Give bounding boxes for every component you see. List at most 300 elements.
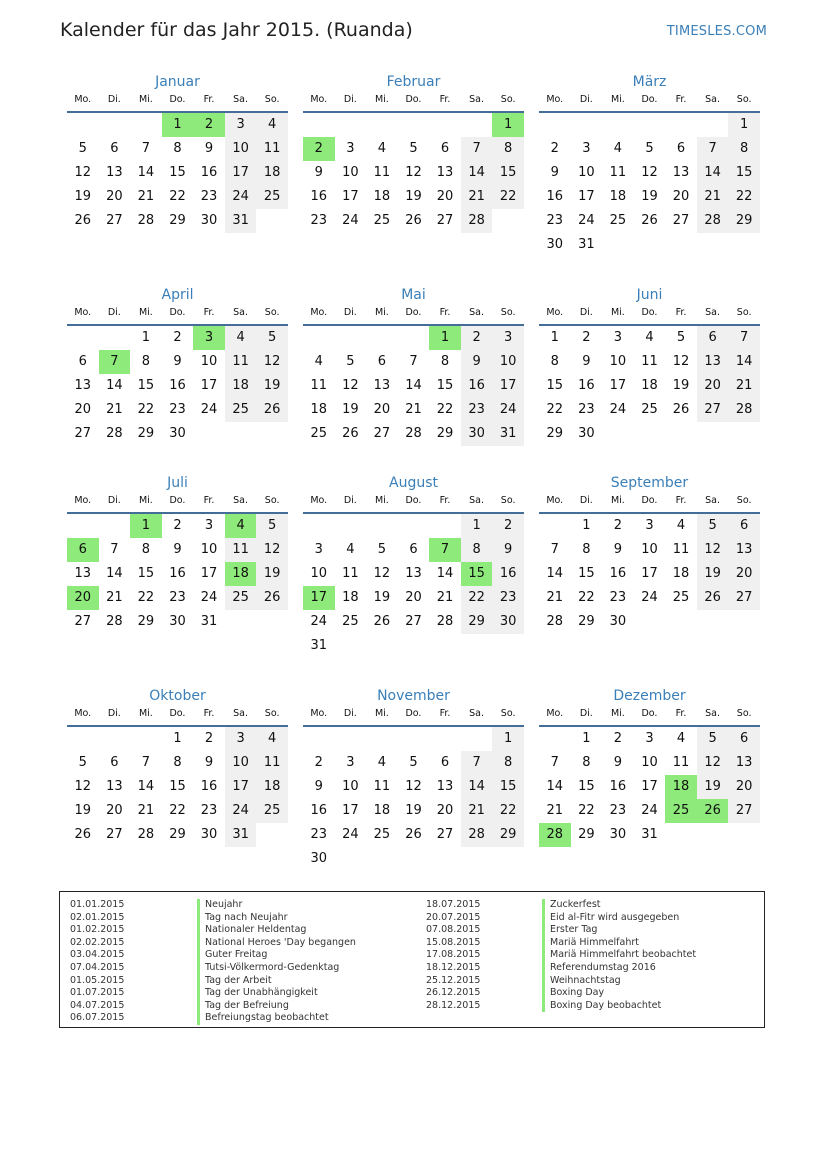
legend-holiday-name: Weihnachtstag [542, 975, 696, 988]
day-cell: 26 [74, 213, 92, 228]
weekday-label: Sa. [233, 495, 249, 506]
month-title: Februar [386, 74, 441, 90]
day-cell: 30 [200, 827, 218, 842]
legend-date: 15.08.2015 [426, 936, 481, 948]
legend-holiday-name: Tutsi-Völkermord-Gedenktag [197, 962, 356, 975]
day-cell: 20 [106, 189, 123, 204]
day-cell: 7 [461, 137, 493, 161]
empty-cell [728, 233, 760, 257]
day-cell: 7 [728, 326, 760, 350]
weekday-header [539, 92, 760, 113]
empty-cell [665, 422, 697, 446]
day-cell: 19 [405, 803, 422, 818]
legend-date: 18.07.2015 [426, 899, 481, 910]
weekday-label: Mi. [610, 94, 625, 105]
month-title: November [377, 688, 450, 704]
day-cell: 14 [546, 779, 564, 794]
empty-cell [697, 113, 729, 137]
day-cell: 13 [74, 378, 92, 393]
day-cell: 24 [492, 398, 524, 422]
empty-cell [335, 727, 367, 751]
day-cell: 2 [303, 137, 335, 161]
day-cell: 16 [492, 562, 524, 586]
day-cell: 19 [373, 590, 391, 605]
day-cell: 6 [440, 141, 450, 156]
day-cell: 18 [310, 402, 328, 417]
day-cell: 31 [225, 209, 257, 233]
day-cell: 12 [405, 779, 422, 794]
day-cell: 13 [405, 566, 422, 581]
legend-holiday-name: Nationaler Heldentag [197, 924, 356, 937]
day-cell: 8 [141, 354, 151, 369]
day-cell: 26 [697, 586, 729, 610]
day-cell: 4 [676, 731, 686, 746]
day-cell: 1 [141, 330, 151, 345]
empty-cell [256, 422, 288, 446]
day-cell: 16 [546, 189, 564, 204]
day-cell: 20 [697, 374, 729, 398]
legend-date: 28.12.2015 [426, 999, 481, 1011]
week-row [539, 538, 760, 562]
empty-cell [492, 209, 524, 233]
day-cell: 1 [550, 330, 559, 345]
week-row [539, 137, 760, 161]
day-cell: 14 [137, 165, 155, 180]
weekday-label: Mo. [546, 708, 564, 719]
day-cell: 11 [672, 542, 690, 557]
legend-date: 20.07.2015 [426, 911, 481, 923]
day-cell: 7 [697, 137, 729, 161]
day-cell: 1 [582, 731, 591, 746]
weekday-label: Do. [169, 495, 186, 506]
day-cell: 28 [539, 823, 571, 847]
weekday-header [539, 305, 760, 326]
empty-cell [398, 634, 430, 658]
day-cell: 27 [106, 827, 123, 842]
empty-cell [366, 847, 398, 871]
day-cell: 18 [665, 775, 697, 799]
day-cell: 5 [78, 755, 87, 770]
day-cell: 5 [409, 755, 418, 770]
week-row [539, 326, 760, 350]
empty-cell [697, 422, 729, 446]
empty-cell [602, 422, 634, 446]
week-row [539, 799, 760, 823]
day-cell: 1 [162, 113, 194, 137]
day-cell: 21 [461, 799, 493, 823]
legend-date: 18.12.2015 [426, 961, 481, 973]
day-cell: 13 [697, 350, 729, 374]
month-title: Juli [167, 475, 188, 491]
day-cell: 1 [429, 326, 461, 350]
weekday-header [539, 706, 760, 727]
day-cell: 14 [436, 566, 454, 581]
day-cell: 24 [200, 590, 218, 605]
day-cell: 11 [225, 350, 257, 374]
week-row [303, 562, 524, 586]
week-row [67, 775, 288, 799]
day-cell: 5 [346, 354, 355, 369]
day-cell: 17 [641, 566, 658, 581]
day-cell: 26 [672, 402, 690, 417]
week-row [539, 113, 760, 137]
day-cell: 30 [200, 213, 218, 228]
day-cell: 20 [672, 189, 690, 204]
day-cell: 9 [550, 165, 559, 180]
day-cell: 16 [200, 165, 218, 180]
empty-cell [571, 113, 603, 137]
day-cell: 21 [728, 374, 760, 398]
day-cell: 3 [492, 326, 524, 350]
weekday-label: Fr. [203, 307, 215, 318]
day-cell: 31 [641, 827, 658, 842]
day-cell: 13 [74, 566, 92, 581]
month-title: Januar [155, 74, 200, 90]
empty-cell [634, 610, 666, 634]
day-cell: 28 [546, 614, 564, 629]
day-cell: 15 [492, 775, 524, 799]
day-cell: 18 [256, 161, 288, 185]
empty-cell [602, 113, 634, 137]
day-cell: 29 [546, 426, 564, 441]
day-cell: 22 [169, 189, 186, 204]
month-0 [67, 72, 288, 233]
empty-cell [398, 113, 430, 137]
weekday-label: Di. [343, 94, 357, 105]
weekday-label: Do. [405, 307, 422, 318]
weekday-label: Fr. [203, 495, 215, 506]
week-row [539, 775, 760, 799]
day-cell: 17 [342, 803, 359, 818]
day-cell: 28 [137, 213, 155, 228]
day-cell: 27 [436, 213, 454, 228]
weekday-label: Mo. [310, 708, 328, 719]
day-cell: 8 [141, 542, 151, 557]
brand-link[interactable]: TIMESLES.COM [666, 24, 767, 39]
day-cell: 5 [78, 141, 87, 156]
week-row [539, 161, 760, 185]
day-cell: 3 [314, 542, 323, 557]
day-cell: 22 [137, 590, 155, 605]
empty-cell [225, 610, 257, 634]
week-row [539, 350, 760, 374]
day-cell: 22 [728, 185, 760, 209]
day-cell: 29 [169, 213, 186, 228]
week-row [303, 113, 524, 137]
day-cell: 4 [377, 141, 387, 156]
day-cell: 24 [578, 213, 595, 228]
day-cell: 12 [342, 378, 359, 393]
weekday-label: Mi. [138, 94, 153, 105]
week-row [539, 514, 760, 538]
empty-cell [492, 847, 524, 871]
day-cell: 6 [78, 354, 87, 369]
legend-date: 02.02.2015 [70, 936, 125, 948]
day-cell: 8 [550, 354, 559, 369]
legend-dates-right [426, 899, 480, 1012]
day-cell: 11 [342, 566, 359, 581]
month-6 [67, 473, 288, 634]
day-cell: 24 [225, 799, 257, 823]
weekday-label: Di. [579, 94, 593, 105]
day-cell: 4 [256, 727, 288, 751]
day-cell: 3 [613, 330, 623, 345]
day-cell: 1 [582, 518, 591, 533]
day-cell: 7 [550, 542, 559, 557]
empty-cell [429, 727, 461, 751]
day-cell: 10 [492, 350, 524, 374]
day-cell: 30 [310, 851, 328, 866]
weekday-header [539, 493, 760, 514]
weekday-label: Sa. [469, 307, 485, 318]
day-cell: 23 [200, 803, 218, 818]
empty-cell [303, 727, 335, 751]
day-cell: 19 [74, 803, 92, 818]
day-cell: 3 [645, 731, 654, 746]
day-cell: 3 [582, 141, 591, 156]
day-cell: 17 [609, 378, 627, 393]
day-cell: 28 [405, 426, 422, 441]
week-row [303, 326, 524, 350]
legend-names-left [197, 899, 356, 1025]
day-cell: 23 [546, 213, 564, 228]
empty-cell [303, 326, 335, 350]
day-cell: 27 [728, 586, 760, 610]
day-cell: 8 [582, 755, 591, 770]
day-cell: 6 [676, 141, 686, 156]
month-title: April [161, 287, 194, 303]
week-row [303, 350, 524, 374]
empty-cell [665, 823, 697, 847]
day-cell: 5 [697, 514, 729, 538]
day-cell: 28 [436, 614, 454, 629]
day-cell: 28 [137, 827, 155, 842]
weekday-label: Mi. [610, 708, 625, 719]
day-cell: 17 [225, 775, 257, 799]
weekday-label: Mo. [310, 94, 328, 105]
day-cell: 6 [377, 354, 387, 369]
day-cell: 11 [256, 137, 288, 161]
day-cell: 25 [609, 213, 627, 228]
day-cell: 2 [492, 514, 524, 538]
day-cell: 7 [429, 538, 461, 562]
day-cell: 13 [728, 751, 760, 775]
month-title: Dezember [613, 688, 686, 704]
empty-cell [665, 610, 697, 634]
weekday-label: Sa. [233, 307, 249, 318]
day-cell: 8 [461, 538, 493, 562]
day-cell: 29 [578, 614, 595, 629]
day-cell: 17 [492, 374, 524, 398]
day-cell: 30 [609, 614, 627, 629]
day-cell: 10 [225, 137, 257, 161]
day-cell: 20 [67, 586, 99, 610]
day-cell: 23 [492, 586, 524, 610]
weekday-label: Di. [107, 94, 121, 105]
weekday-label: So. [264, 307, 280, 318]
weekday-label: So. [264, 94, 280, 105]
day-cell: 19 [672, 378, 690, 393]
day-cell: 23 [609, 803, 627, 818]
day-cell: 28 [697, 209, 729, 233]
empty-cell [398, 514, 430, 538]
weekday-header [303, 92, 524, 113]
day-cell: 16 [200, 779, 218, 794]
day-cell: 25 [672, 590, 690, 605]
empty-cell [335, 634, 367, 658]
weekday-label: Fr. [675, 307, 687, 318]
day-cell: 3 [645, 518, 654, 533]
day-cell: 24 [342, 213, 359, 228]
day-cell: 27 [106, 213, 123, 228]
weekday-label: Mo. [546, 307, 564, 318]
day-cell: 10 [310, 566, 328, 581]
legend-names-right [542, 899, 696, 1012]
week-row [67, 562, 288, 586]
week-row [303, 422, 524, 446]
day-cell: 8 [492, 137, 524, 161]
day-cell: 25 [256, 799, 288, 823]
weekday-label: Do. [169, 307, 186, 318]
week-row [67, 185, 288, 209]
empty-cell [697, 233, 729, 257]
weekday-label: Di. [343, 307, 357, 318]
weekday-header [303, 706, 524, 727]
day-cell: 7 [141, 755, 151, 770]
empty-cell [728, 823, 760, 847]
day-cell: 14 [728, 350, 760, 374]
day-cell: 23 [169, 402, 186, 417]
day-cell: 9 [492, 538, 524, 562]
weekday-label: So. [736, 307, 752, 318]
weekday-label: Fr. [203, 708, 215, 719]
day-cell: 16 [310, 189, 328, 204]
day-cell: 26 [405, 213, 422, 228]
day-cell: 3 [204, 518, 214, 533]
day-cell: 7 [550, 755, 559, 770]
day-cell: 28 [728, 398, 760, 422]
day-cell: 29 [728, 209, 760, 233]
day-cell: 29 [461, 610, 493, 634]
day-cell: 7 [409, 354, 418, 369]
day-cell: 22 [492, 799, 524, 823]
day-cell: 31 [492, 422, 524, 446]
weekday-label: Sa. [705, 708, 721, 719]
day-cell: 21 [436, 590, 454, 605]
empty-cell [335, 326, 367, 350]
day-cell: 23 [310, 213, 328, 228]
day-cell: 25 [256, 185, 288, 209]
day-cell: 23 [200, 189, 218, 204]
empty-cell [492, 634, 524, 658]
day-cell: 15 [492, 161, 524, 185]
day-cell: 26 [697, 799, 729, 823]
empty-cell [67, 326, 99, 350]
day-cell: 8 [440, 354, 450, 369]
day-cell: 23 [461, 398, 493, 422]
day-cell: 20 [74, 402, 92, 417]
day-cell: 29 [169, 827, 186, 842]
day-cell: 17 [200, 378, 218, 393]
weekday-label: So. [500, 94, 516, 105]
empty-cell [256, 823, 288, 847]
day-cell: 23 [578, 402, 595, 417]
month-3 [67, 285, 288, 446]
day-cell: 14 [461, 775, 493, 799]
weekday-label: Sa. [233, 94, 249, 105]
day-cell: 5 [256, 326, 288, 350]
day-cell: 4 [225, 514, 257, 538]
day-cell: 13 [106, 165, 123, 180]
day-cell: 7 [461, 751, 493, 775]
week-row [67, 398, 288, 422]
day-cell: 14 [461, 161, 493, 185]
day-cell: 14 [546, 566, 564, 581]
day-cell: 13 [672, 165, 690, 180]
day-cell: 24 [342, 827, 359, 842]
day-cell: 18 [225, 374, 257, 398]
weekday-label: Fr. [203, 94, 215, 105]
day-cell: 14 [106, 378, 123, 393]
day-cell: 10 [578, 165, 595, 180]
day-cell: 4 [377, 755, 387, 770]
empty-cell [697, 610, 729, 634]
day-cell: 4 [346, 542, 355, 557]
week-row [67, 161, 288, 185]
weekday-label: Fr. [675, 708, 687, 719]
day-cell: 30 [546, 237, 564, 252]
empty-cell [256, 209, 288, 233]
week-row [303, 823, 524, 847]
week-row [67, 514, 288, 538]
day-cell: 12 [697, 751, 729, 775]
day-cell: 19 [342, 402, 359, 417]
day-cell: 15 [578, 779, 595, 794]
week-row [539, 562, 760, 586]
day-cell: 31 [200, 614, 218, 629]
day-cell: 11 [256, 751, 288, 775]
day-cell: 9 [613, 755, 623, 770]
weekday-label: Di. [107, 307, 121, 318]
weekday-label: Do. [641, 708, 658, 719]
day-cell: 16 [169, 566, 186, 581]
day-cell: 15 [169, 165, 186, 180]
weekday-label: So. [736, 495, 752, 506]
day-cell: 30 [169, 426, 186, 441]
legend-holiday-name: Mariä Himmelfahrt [542, 937, 696, 950]
day-cell: 30 [461, 422, 493, 446]
day-cell: 10 [609, 354, 627, 369]
day-cell: 29 [137, 614, 155, 629]
day-cell: 2 [173, 518, 182, 533]
empty-cell [99, 514, 131, 538]
weekday-label: Do. [405, 708, 422, 719]
weekday-label: Di. [343, 495, 357, 506]
day-cell: 8 [173, 755, 182, 770]
empty-cell [539, 727, 571, 751]
day-cell: 1 [461, 514, 493, 538]
empty-cell [225, 422, 257, 446]
weekday-label: Do. [405, 94, 422, 105]
day-cell: 6 [67, 538, 99, 562]
month-8 [539, 473, 760, 634]
legend-holiday-name: Boxing Day beobachtet [542, 1000, 696, 1013]
weekday-label: Di. [343, 708, 357, 719]
day-cell: 9 [461, 350, 493, 374]
day-cell: 20 [728, 775, 760, 799]
empty-cell [398, 326, 430, 350]
day-cell: 5 [256, 514, 288, 538]
